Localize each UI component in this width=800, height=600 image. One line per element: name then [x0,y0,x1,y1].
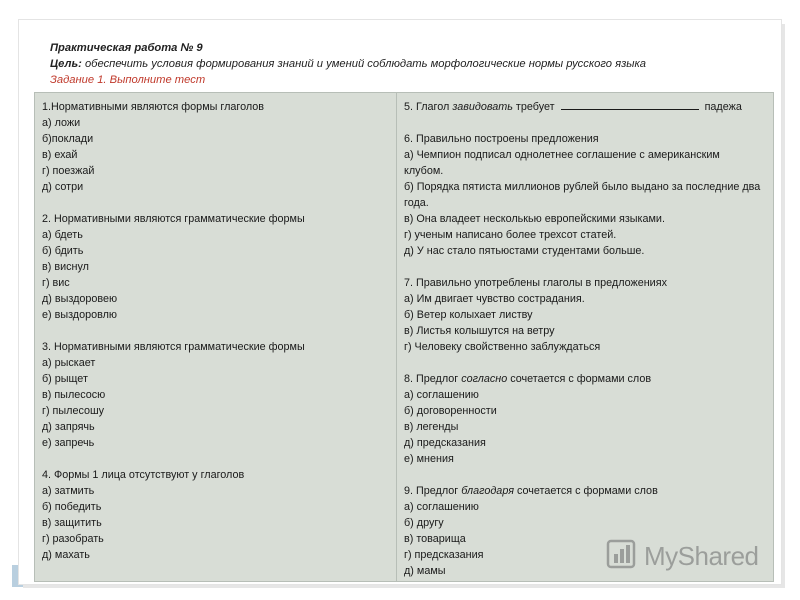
option: в) Она владеет несколькью европейскими языками. [404,213,665,225]
watermark-text: MyShared [644,540,759,571]
question-text: 4. Формы 1 лица отсутствуют у глаголов [42,469,245,481]
question-text: 9. Предлог благодаря сочетается с формами слов [404,485,658,497]
option: е) мнения [404,453,454,465]
option: г) предсказания [404,549,484,561]
test-table [34,92,774,582]
question-text: 5. Глагол завидовать требует падежа [404,101,742,113]
option: г) разобрать [42,533,104,545]
option: б) рыщет [42,373,88,385]
preposition-italic: благодаря [461,485,514,497]
option: в) легенды [404,421,459,433]
question-text: 7. Правильно употреблены глаголы в предложениях [404,277,667,289]
option: в) Листья колышутся на ветру [404,325,555,337]
option: а) бдеть [42,229,83,241]
option: е) выздоровлю [42,309,118,321]
answer-blank[interactable] [561,99,699,110]
option: г) Человеку свойственно заблуждаться [404,341,601,353]
option: в) товарища [404,533,466,545]
question-8 [404,371,761,467]
option: б) Порядка пятиста миллионов рублей было выдано за последние два года. [404,181,761,209]
option: г) вис [42,277,70,289]
left-column [35,93,397,581]
option: а) ложи [42,117,81,129]
option: б) договоренности [404,405,497,417]
option: е) запречь [42,437,95,449]
option: а) Им двигает чувство сострадания. [404,293,585,305]
goal-label: Цель: [50,58,82,70]
question-1 [42,99,388,195]
question-2 [42,211,388,323]
option: в) защитить [42,517,102,529]
option: а) соглашению [404,501,479,513]
option: д) мамы [404,565,446,577]
goal-line [50,56,770,72]
option: б) Ветер колыхает листву [404,309,533,321]
option: г) ученым написано более трехсот статей. [404,229,617,241]
right-column [397,93,771,581]
option: г) пылесошу [42,405,105,417]
option: д) предсказания [404,437,486,449]
task-line: Задание 1. Выполните тест [50,74,206,86]
question-3 [42,339,388,451]
question-text: 2. Нормативными являются грамматические формы [42,213,305,225]
option: в) ехай [42,149,78,161]
question-text: 1.Нормативными являются формы глаголов [42,101,265,113]
option: д) запрячь [42,421,95,433]
question-4 [42,467,388,563]
question-7 [404,275,761,355]
option: б)поклади [42,133,94,145]
option: д) выздоровею [42,293,118,305]
option: в) пылесосю [42,389,106,401]
option: а) соглашению [404,389,479,401]
question-5 [404,99,761,115]
question-text: 3. Нормативными являются грамматические формы [42,341,305,353]
myshared-watermark [606,536,776,576]
option: д) махать [42,549,90,561]
option: в) виснул [42,261,89,273]
option: а) затмить [42,485,95,497]
page-title: Практическая работа № 9 [50,42,203,54]
goal-text: обеспечить условия формирования знаний и умений соблюдать морфологические нормы русского языка [81,58,647,70]
question-text: 8. Предлог согласно сочетается с формами слов [404,373,652,385]
option: б) победить [42,501,102,513]
question-6 [404,131,761,259]
chart-icon [606,538,638,575]
question-text: 6. Правильно построены предложения [404,133,599,145]
verb-italic: завидовать [452,101,513,113]
option: б) другу [404,517,444,529]
option: д) сотри [42,181,84,193]
document-header [50,40,770,88]
option: д) У нас стало пятьюстами студентами больше. [404,245,645,257]
option: а) Чемпион подписал однолетнее соглашение с американским клубом. [404,149,720,177]
option: а) рыскает [42,357,96,369]
preposition-italic: согласно [461,373,508,385]
option: г) поезжай [42,165,95,177]
option: б) бдить [42,245,84,257]
